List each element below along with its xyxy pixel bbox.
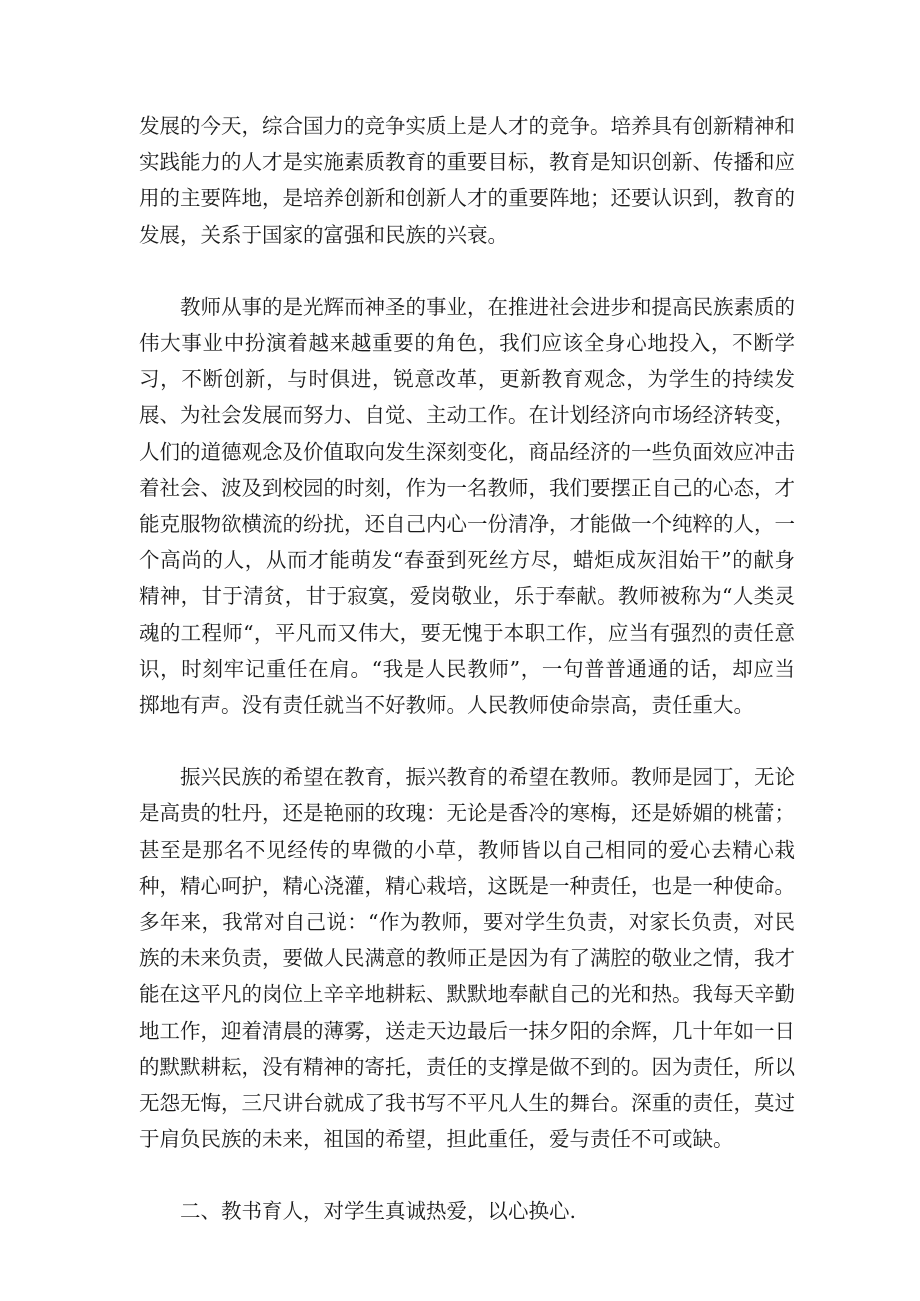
paragraph-teacher-mission: 教师从事的是光辉而神圣的事业，在推进社会进步和提高民族素质的伟大事业中扮演着越来越重要的角色，我们应该全身心地投入，不断学习，不断创新，与时俱进，锐意改革，更新教育观念，为学生的持续发展、为社会发展而努力、自觉、主动工作。在计划经济向市场经济转变，人们的道德观念及价值取向发生深刻变化，商品经济的一些负面效应冲击着社会、波及到校园的时刻，作为一名教师，我们要摆正自己的心态，才能克服物欲横流的纷扰，还自己内心一份清净，才能做一个纯粹的人，一个高尚的人，从而才能萌发“春蚕到死丝方尽，蜡炬成灰泪始干”的献身精神，甘于清贫，甘于寂寞，爱岗敬业，乐于奉献。教师被称为“人类灵魂的工程师“，平凡而又伟大，要无愧于本职工作，应当有强烈的责任意识，时刻牢记重任在肩。“我是人民教师”，一句普普通通的话，却应当掷地有声。没有责任就当不好教师。人民教师使命崇高，责任重大。 bbox=[139, 294, 795, 718]
paragraph-revitalize-education: 振兴民族的希望在教育，振兴教育的希望在教师。教师是园丁，无论是高贵的牡丹，还是艳丽的玫瑰：无论是香冷的寒梅，还是娇媚的桃蕾；甚至是那名不见经传的卑微的小草，教师皆以自己相同的爱心去精心栽种，精心呵护，精心浇灌，精心栽培，这既是一种责任，也是一种使命。多年来，我常对自己说：“作为教师，要对学生负责，对家长负责，对民族的未来负责，要做人民满意的教师正是因为有了满腔的敬业之情，我才能在这平凡的岗位上辛辛地耕耘、默默地奉献自己的光和热。我每天辛勤地工作，迎着清晨的薄雾，送走天边最后一抹夕阳的余辉，几十年如一日的默默耕耘，没有精神的寄托，责任的支撑是做不到的。因为责任，所以无怨无悔，三尺讲台就成了我书写不平凡人生的舞台。深重的责任，莫过于肩负民族的未来，祖国的希望，担此重任，爱与责任不可或缺。 bbox=[139, 765, 795, 1152]
document-body bbox=[139, 108, 795, 1230]
paragraph-continuation: 发展的今天，综合国力的竞争实质上是人才的竞争。培养具有创新精神和实践能力的人才是实施素质教育的重要目标，教育是知识创新、传播和应用的主要阵地，是培养创新和创新人才的重要阵地；还要认识到，教育的发展，关系于国家的富强和民族的兴衰。 bbox=[139, 114, 795, 247]
section-heading: 二、教书育人，对学生真诚热爱，以心换心. bbox=[180, 1199, 577, 1224]
